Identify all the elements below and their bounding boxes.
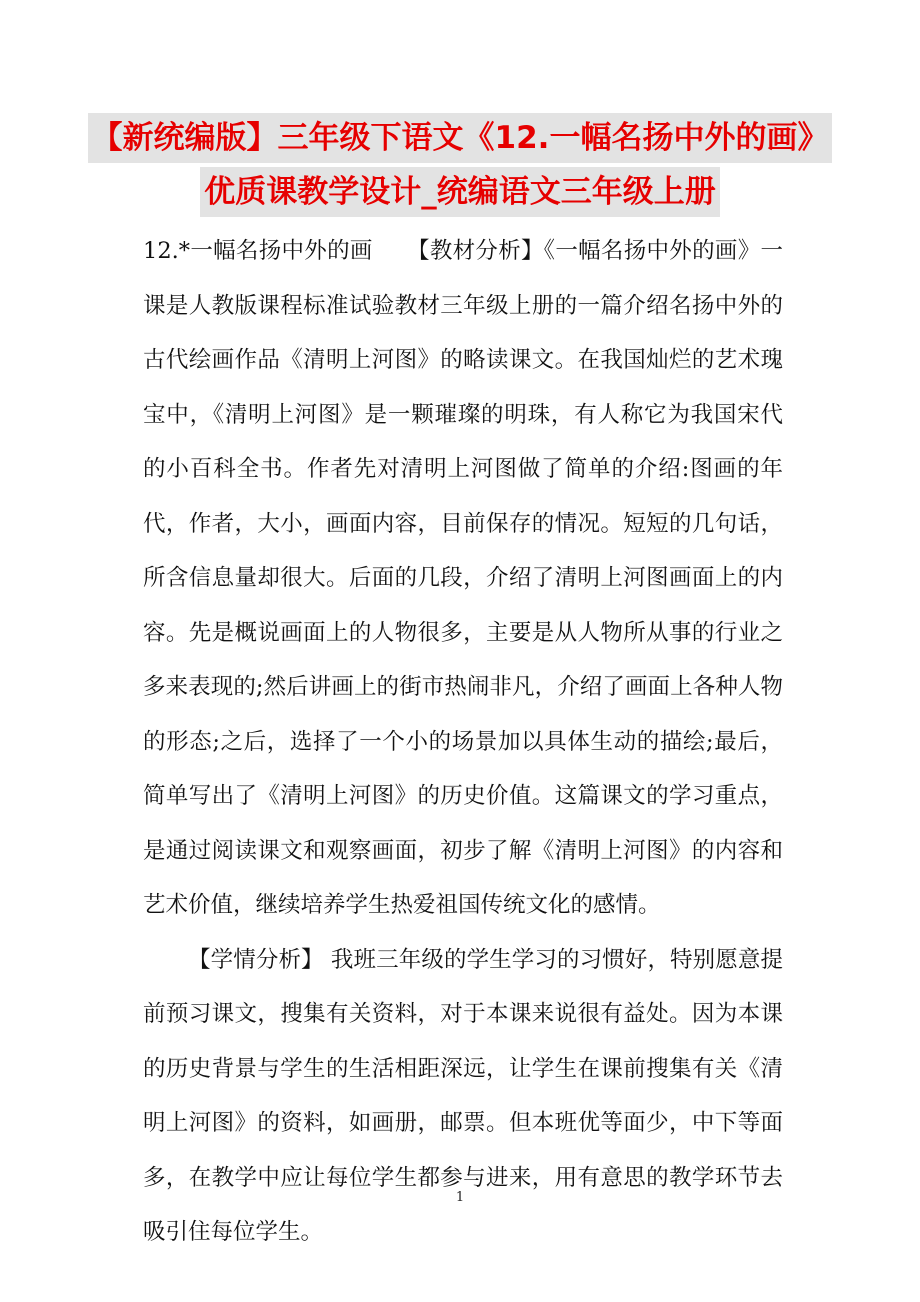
document-title [0,113,920,217]
title-line-1: 【新统编版】三年级下语文《12.一幅名扬中外的画》 [88,113,833,163]
document-body [143,224,783,1260]
paragraph-textbook-analysis: 12.*一幅名扬中外的画 【教材分析】《一幅名扬中外的画》一课是人教版课程标准试验教材三年级上册的一篇介绍名扬中外的古代绘画作品《清明上河图》的略读课文。在我国灿烂的艺术瑰宝中，《清明上河图》是一颗璀璨的明珠，有人称它为我国宋代的小百科全书。作者先对清明上河图做了简单的介绍:图画的年代，作者，大小，画面内容，目前保存的情况。短短的几句话，所含信息量却很大。后面的几段，介绍了清明上河图画面上的内容。先是概说画面上的人物很多，主要是从人物所从事的行业之多来表现的;然后讲画上的街市热闹非凡，介绍了画面上各种人物的形态;之后，选择了一个小的场景加以具体生动的描绘;最后，简单写出了《清明上河图》的历史价值。这篇课文的学习重点，是通过阅读课文和观察画面，初步了解《清明上河图》的内容和艺术价值，继续培养学生热爱祖国传统文化的感情。 [143,238,783,918]
paragraph-student-analysis: 【学情分析】 我班三年级的学生学习的习惯好，特别愿意提前预习课文，搜集有关资料，对于本课来说很有益处。因为本课的历史背景与学生的生活相距深远，让学生在课前搜集有关《清明上河图》的资料，如画册，邮票。但本班优等面少，中下等面多，在教学中应让每位学生都参与进来，用有意思的教学环节去吸引住每位学生。 [143,946,783,1245]
title-line-2: 优质课教学设计_统编语文三年级上册 [200,167,720,217]
page-number: 1 [455,1190,465,1205]
